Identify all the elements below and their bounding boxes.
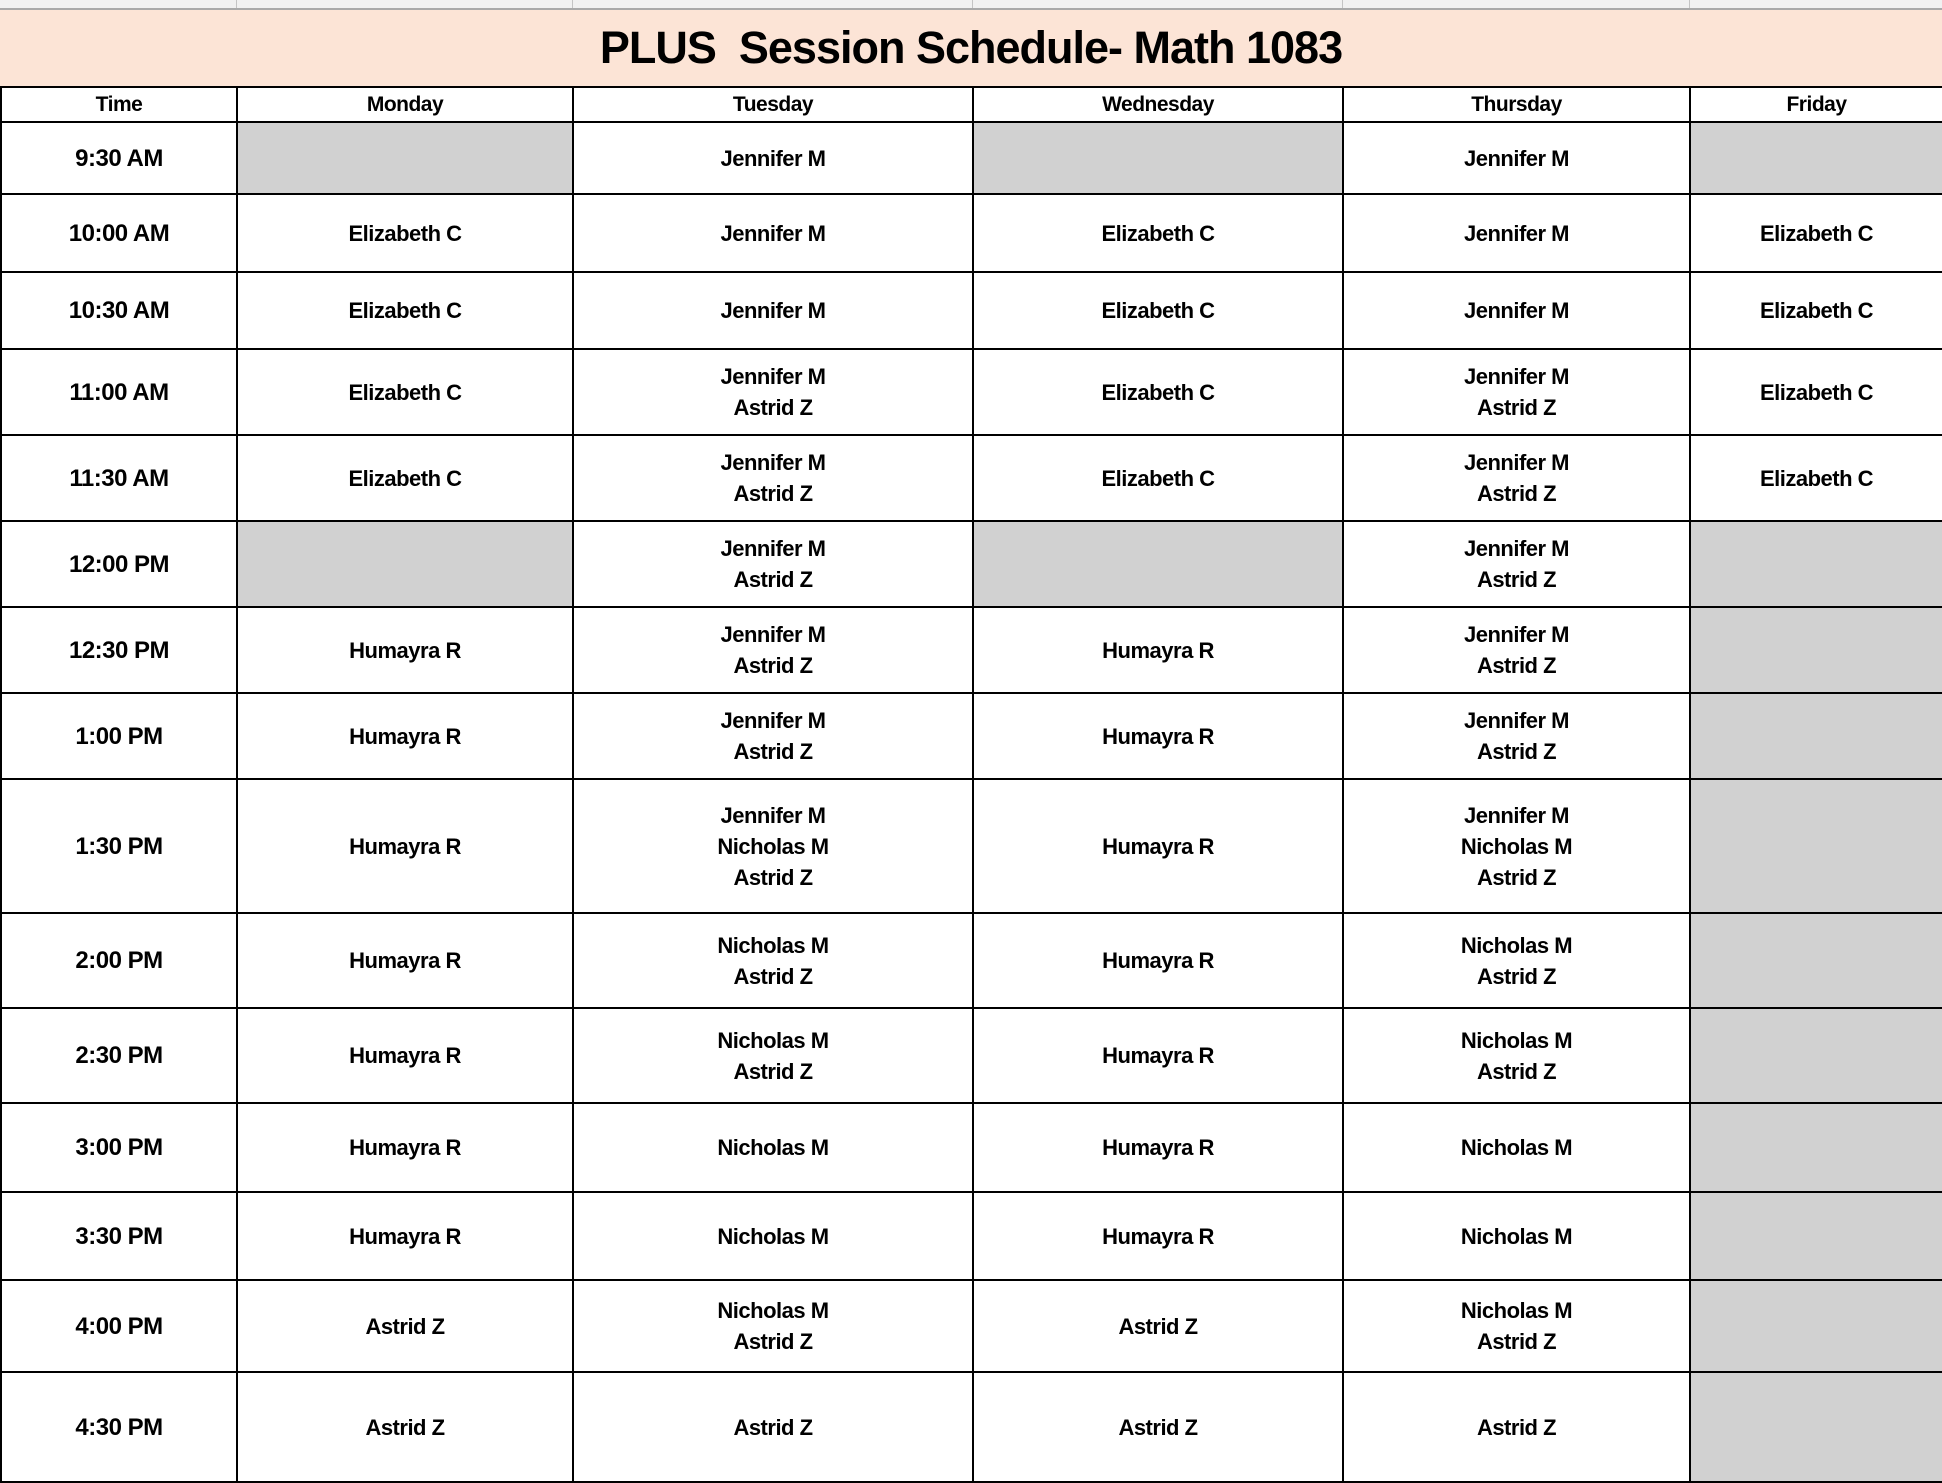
- tutor-name: Jennifer M: [720, 364, 826, 389]
- tutor-name: Humayra R: [349, 1223, 461, 1249]
- tutor-name: Jennifer M: [1463, 364, 1570, 389]
- time-cell[interactable]: 12:00 PM: [1, 521, 237, 607]
- schedule-cell[interactable]: [973, 435, 1343, 521]
- tutor-name: Humayra R: [1102, 723, 1214, 749]
- empty-slot-cell[interactable]: [1690, 607, 1942, 693]
- tutor-name: Humayra R: [1102, 637, 1214, 663]
- schedule-cell[interactable]: [573, 1103, 973, 1192]
- tutor-name: Astrid Z: [1476, 1329, 1557, 1354]
- tutor-name: Elizabeth C: [1759, 220, 1874, 246]
- schedule-cell[interactable]: [1690, 194, 1942, 272]
- schedule-cell[interactable]: [573, 1280, 973, 1372]
- table-row: [1, 272, 1942, 349]
- schedule-cell[interactable]: [1343, 913, 1690, 1008]
- schedule-cell[interactable]: [573, 122, 973, 194]
- schedule-cell[interactable]: [573, 194, 973, 272]
- tutor-name: Astrid Z: [1476, 1058, 1557, 1084]
- tutor-name: Nicholas M: [717, 1027, 829, 1053]
- schedule-cell[interactable]: [1343, 521, 1690, 607]
- tutor-name: Astrid Z: [1476, 1414, 1557, 1440]
- schedule-cell[interactable]: [1343, 272, 1690, 349]
- schedule-cell[interactable]: [1343, 1008, 1690, 1103]
- tutor-name: Elizabeth C: [1101, 379, 1215, 405]
- table-row: [1, 779, 1942, 913]
- tutor-name: Nicholas M: [717, 1298, 829, 1323]
- tutor-name: Astrid Z: [733, 963, 813, 989]
- time-cell[interactable]: 3:30 PM: [1, 1192, 237, 1280]
- schedule-cell[interactable]: [1343, 693, 1690, 779]
- schedule-cell[interactable]: [237, 272, 573, 349]
- tutor-name: Elizabeth C: [348, 379, 462, 405]
- tutor-name: Jennifer M: [1463, 802, 1570, 828]
- empty-slot-cell[interactable]: [973, 122, 1343, 194]
- tutor-name: Humayra R: [349, 1043, 461, 1068]
- table-row: [1, 1103, 1942, 1192]
- tutor-name: Astrid Z: [365, 1313, 445, 1339]
- tutor-name: Astrid Z: [1476, 739, 1557, 764]
- tutor-name: Jennifer M: [1463, 220, 1570, 246]
- tutor-name: Jennifer M: [1463, 622, 1570, 647]
- table-row: [1, 693, 1942, 779]
- tutor-name: Humayra R: [1102, 833, 1214, 859]
- tutor-name: Jennifer M: [720, 145, 826, 171]
- tutor-name: Nicholas M: [1460, 1135, 1573, 1160]
- table-row: [1, 122, 1942, 194]
- tutor-name: Jennifer M: [1463, 450, 1570, 475]
- column-header-friday[interactable]: Friday: [1690, 87, 1942, 122]
- tutor-name: Nicholas M: [1460, 1223, 1573, 1249]
- schedule-table: [0, 86, 1942, 1483]
- table-row: [1, 913, 1942, 1008]
- column-header-wednesday[interactable]: Wednesday: [973, 87, 1343, 122]
- title-band[interactable]: [0, 10, 1942, 86]
- schedule-cell[interactable]: [237, 1103, 573, 1192]
- table-row: [1, 194, 1942, 272]
- schedule-body: [1, 122, 1942, 1482]
- tutor-name: Nicholas M: [1460, 833, 1573, 859]
- time-cell[interactable]: 10:30 AM: [1, 272, 237, 349]
- schedule-cell[interactable]: [237, 1372, 573, 1482]
- tutor-name: Elizabeth C: [348, 220, 462, 246]
- column-header-monday[interactable]: Monday: [237, 87, 573, 122]
- schedule-cell[interactable]: [1343, 607, 1690, 693]
- empty-slot-cell[interactable]: [1690, 122, 1942, 194]
- schedule-cell[interactable]: [973, 1372, 1343, 1482]
- tutor-name: Astrid Z: [1118, 1414, 1198, 1440]
- schedule-cell[interactable]: [573, 779, 973, 913]
- tutor-name: Astrid Z: [733, 481, 813, 506]
- tutor-name: Astrid Z: [1476, 481, 1557, 506]
- column-divider: [1689, 0, 1690, 8]
- tutor-name: Jennifer M: [1463, 145, 1570, 171]
- tutor-name: Humayra R: [349, 1135, 461, 1160]
- empty-slot-cell[interactable]: [1690, 1192, 1942, 1280]
- tutor-name: Elizabeth C: [1101, 298, 1215, 323]
- tutor-name: Astrid Z: [733, 739, 813, 764]
- tutor-name: Jennifer M: [720, 708, 826, 733]
- schedule-cell[interactable]: [973, 1280, 1343, 1372]
- tutor-name: Nicholas M: [717, 1135, 829, 1160]
- time-cell[interactable]: 3:00 PM: [1, 1103, 237, 1192]
- empty-slot-cell[interactable]: [1690, 693, 1942, 779]
- tutor-name: Elizabeth C: [1101, 465, 1215, 491]
- empty-slot-cell[interactable]: [1690, 913, 1942, 1008]
- table-row: [1, 1280, 1942, 1372]
- schedule-cell[interactable]: [973, 1103, 1343, 1192]
- schedule-cell[interactable]: [237, 1280, 573, 1372]
- tutor-name: Astrid Z: [1476, 864, 1557, 890]
- tutor-name: Astrid Z: [733, 1329, 813, 1354]
- column-divider: [236, 0, 237, 8]
- spreadsheet-row-sliver: [0, 0, 1942, 10]
- tutor-name: Nicholas M: [1460, 1027, 1573, 1053]
- schedule-cell[interactable]: [573, 693, 973, 779]
- tutor-name: Elizabeth C: [1759, 465, 1874, 491]
- empty-slot-cell[interactable]: [1690, 1008, 1942, 1103]
- schedule-cell[interactable]: [973, 1192, 1343, 1280]
- header-row: [1, 87, 1942, 122]
- tutor-name: Jennifer M: [720, 536, 826, 561]
- schedule-cell[interactable]: [973, 194, 1343, 272]
- schedule-cell[interactable]: [237, 1008, 573, 1103]
- time-cell[interactable]: 9:30 AM: [1, 122, 237, 194]
- time-cell[interactable]: 12:30 PM: [1, 607, 237, 693]
- tutor-name: Astrid Z: [733, 567, 813, 592]
- tutor-name: Astrid Z: [1476, 395, 1557, 420]
- schedule-cell[interactable]: [973, 779, 1343, 913]
- tutor-name: Astrid Z: [733, 864, 813, 890]
- column-divider: [1342, 0, 1343, 8]
- schedule-cell[interactable]: [1690, 435, 1942, 521]
- schedule-cell[interactable]: [573, 521, 973, 607]
- schedule-cell[interactable]: [237, 693, 573, 779]
- empty-slot-cell[interactable]: [237, 521, 573, 607]
- schedule-cell[interactable]: [573, 435, 973, 521]
- schedule-cell[interactable]: [1343, 122, 1690, 194]
- tutor-name: Astrid Z: [1118, 1313, 1198, 1339]
- schedule-cell[interactable]: [973, 349, 1343, 435]
- table-row: [1, 349, 1942, 435]
- tutor-name: Jennifer M: [720, 450, 826, 475]
- schedule-cell[interactable]: [237, 607, 573, 693]
- tutor-name: Astrid Z: [733, 653, 813, 678]
- schedule-cell[interactable]: [1690, 349, 1942, 435]
- time-cell[interactable]: 10:00 AM: [1, 194, 237, 272]
- tutor-name: Astrid Z: [733, 1414, 813, 1440]
- time-cell[interactable]: 1:00 PM: [1, 693, 237, 779]
- tutor-name: Jennifer M: [1463, 708, 1570, 733]
- tutor-name: Astrid Z: [365, 1414, 445, 1440]
- schedule-cell[interactable]: [237, 779, 573, 913]
- schedule-cell[interactable]: [1343, 194, 1690, 272]
- schedule-cell[interactable]: [1343, 435, 1690, 521]
- tutor-name: Humayra R: [1102, 1043, 1214, 1068]
- empty-slot-cell[interactable]: [1690, 779, 1942, 913]
- column-header-thursday[interactable]: Thursday: [1343, 87, 1690, 122]
- tutor-name: Humayra R: [1102, 1223, 1214, 1249]
- schedule-cell[interactable]: [237, 1192, 573, 1280]
- tutor-name: Elizabeth C: [1759, 379, 1874, 405]
- schedule-cell[interactable]: [573, 913, 973, 1008]
- schedule-cell[interactable]: [973, 693, 1343, 779]
- page-title: PLUS Session Schedule- Math 1083: [599, 22, 1343, 73]
- tutor-name: Nicholas M: [717, 932, 829, 958]
- time-cell[interactable]: 4:00 PM: [1, 1280, 237, 1372]
- schedule-cell[interactable]: [237, 435, 573, 521]
- tutor-name: Jennifer M: [1463, 298, 1570, 323]
- tutor-name: Humayra R: [1102, 948, 1214, 973]
- schedule-cell[interactable]: [573, 607, 973, 693]
- tutor-name: Jennifer M: [720, 298, 826, 323]
- schedule-cell[interactable]: [237, 349, 573, 435]
- empty-slot-cell[interactable]: [1690, 521, 1942, 607]
- column-header-tuesday[interactable]: Tuesday: [573, 87, 973, 122]
- schedule-cell[interactable]: [973, 1008, 1343, 1103]
- tutor-name: Elizabeth C: [348, 465, 462, 491]
- empty-slot-cell[interactable]: [237, 122, 573, 194]
- schedule-cell[interactable]: [1343, 1192, 1690, 1280]
- time-cell[interactable]: 2:00 PM: [1, 913, 237, 1008]
- empty-slot-cell[interactable]: [973, 521, 1343, 607]
- tutor-name: Elizabeth C: [1759, 298, 1874, 323]
- schedule-cell[interactable]: [1690, 272, 1942, 349]
- time-cell[interactable]: 4:30 PM: [1, 1372, 237, 1482]
- tutor-name: Jennifer M: [720, 220, 826, 246]
- empty-slot-cell[interactable]: [1690, 1372, 1942, 1482]
- schedule-cell[interactable]: [1343, 1103, 1690, 1192]
- schedule-cell[interactable]: [1343, 349, 1690, 435]
- tutor-name: Nicholas M: [717, 833, 829, 859]
- tutor-name: Astrid Z: [733, 1058, 813, 1084]
- column-header-time[interactable]: Time: [1, 87, 237, 122]
- table-row: [1, 435, 1942, 521]
- schedule-cell[interactable]: [573, 349, 973, 435]
- time-cell[interactable]: 2:30 PM: [1, 1008, 237, 1103]
- tutor-name: Elizabeth C: [348, 298, 462, 323]
- schedule-cell[interactable]: [573, 1008, 973, 1103]
- empty-slot-cell[interactable]: [1690, 1280, 1942, 1372]
- tutor-name: Humayra R: [349, 637, 461, 663]
- tutor-name: Astrid Z: [1476, 653, 1557, 678]
- time-cell[interactable]: 11:30 AM: [1, 435, 237, 521]
- schedule-cell[interactable]: [237, 913, 573, 1008]
- tutor-name: Nicholas M: [1460, 932, 1573, 958]
- tutor-name: Humayra R: [349, 948, 461, 973]
- table-row: [1, 1008, 1942, 1103]
- tutor-name: Jennifer M: [720, 622, 826, 647]
- tutor-name: Elizabeth C: [1101, 220, 1215, 246]
- schedule-cell[interactable]: [237, 194, 573, 272]
- tutor-name: Humayra R: [349, 723, 461, 749]
- time-cell[interactable]: 1:30 PM: [1, 779, 237, 913]
- schedule-cell[interactable]: [1343, 1280, 1690, 1372]
- tutor-name: Humayra R: [349, 833, 461, 859]
- tutor-name: Jennifer M: [1463, 536, 1570, 561]
- empty-slot-cell[interactable]: [1690, 1103, 1942, 1192]
- table-row: [1, 1372, 1942, 1482]
- tutor-name: Nicholas M: [717, 1223, 829, 1249]
- tutor-name: Astrid Z: [1476, 963, 1557, 989]
- schedule-cell[interactable]: [1343, 779, 1690, 913]
- schedule-cell[interactable]: [573, 272, 973, 349]
- tutor-name: Astrid Z: [733, 395, 813, 420]
- schedule-cell[interactable]: [573, 1372, 973, 1482]
- table-row: [1, 607, 1942, 693]
- tutor-name: Astrid Z: [1476, 567, 1557, 592]
- time-cell[interactable]: 11:00 AM: [1, 349, 237, 435]
- table-row: [1, 1192, 1942, 1280]
- column-divider: [572, 0, 573, 8]
- column-divider: [972, 0, 973, 8]
- tutor-name: Nicholas M: [1460, 1298, 1573, 1323]
- schedule-cell[interactable]: [1343, 1372, 1690, 1482]
- table-row: [1, 521, 1942, 607]
- tutor-name: Jennifer M: [720, 802, 826, 828]
- schedule-cell[interactable]: [573, 1192, 973, 1280]
- schedule-cell[interactable]: [973, 913, 1343, 1008]
- schedule-cell[interactable]: [973, 272, 1343, 349]
- schedule-cell[interactable]: [973, 607, 1343, 693]
- tutor-name: Humayra R: [1102, 1135, 1214, 1160]
